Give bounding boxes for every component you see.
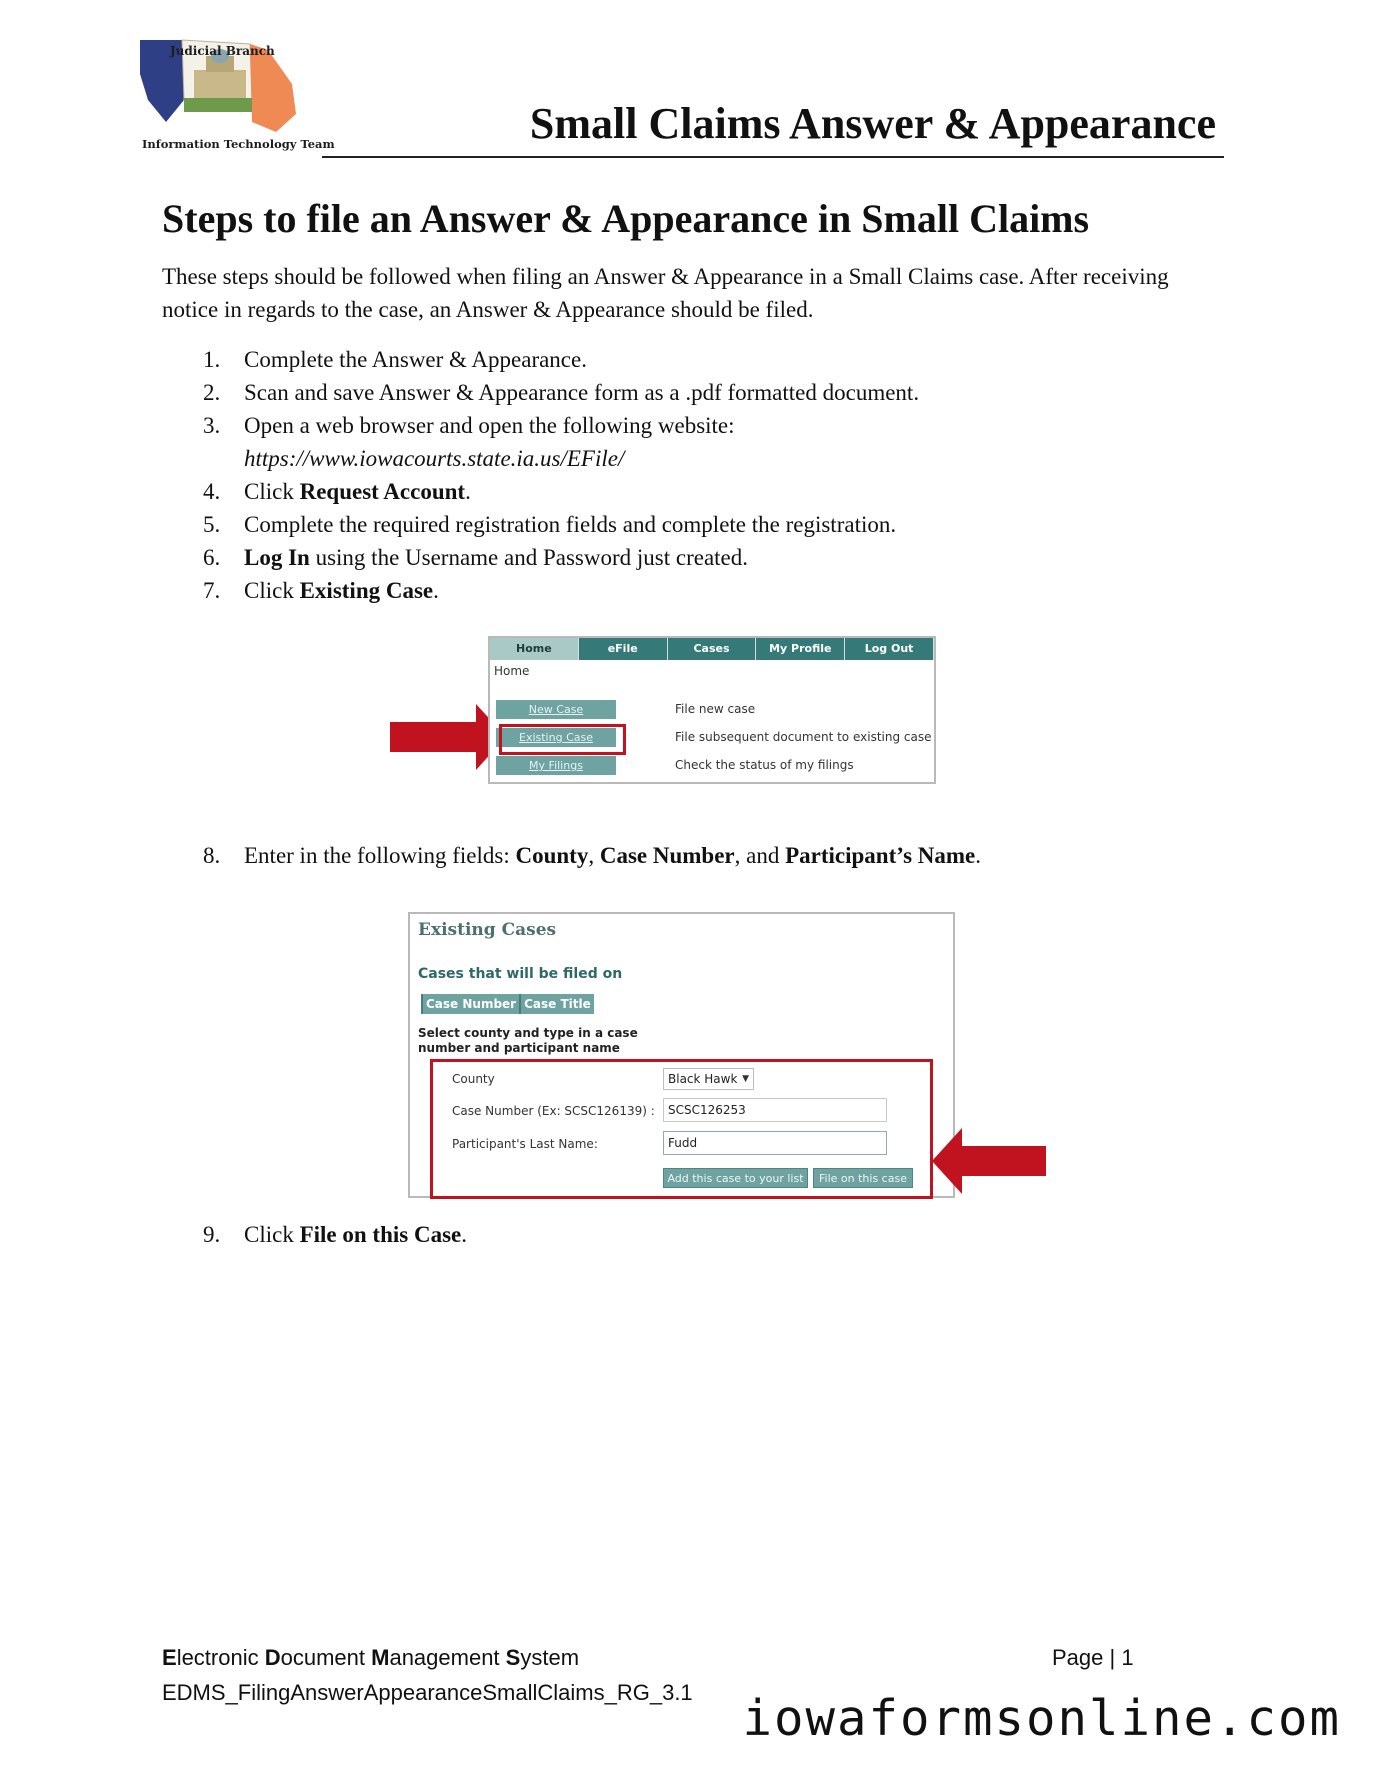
step-text xyxy=(244,1222,467,1248)
column-case-number: Case Number xyxy=(421,994,519,1014)
step-text-pre: Enter in the following fields: xyxy=(244,843,516,868)
step-text-post: . xyxy=(461,1222,467,1247)
case-number-label: Case Number (Ex: SCSC126139) : xyxy=(452,1104,655,1118)
efile-home-screenshot xyxy=(488,636,936,784)
menu-row-new-case xyxy=(496,700,936,719)
step-text-sep: , and xyxy=(734,843,786,868)
step-text xyxy=(244,843,981,869)
step-number: 3. xyxy=(203,413,221,438)
menu-row-my-filings xyxy=(496,756,936,775)
step-number: 9. xyxy=(203,1222,221,1247)
chevron-down-icon: ▼ xyxy=(742,1074,749,1084)
case-number-input[interactable]: SCSC126253 xyxy=(663,1098,887,1122)
step-text xyxy=(244,545,748,571)
footer-system-name xyxy=(162,1640,693,1675)
add-case-to-list-button[interactable]: Add this case to your list xyxy=(663,1168,808,1188)
step-text-pre: Click xyxy=(244,479,300,504)
footer-doc-id: EDMS_FilingAnswerAppearanceSmallClaims_RG_3.1 xyxy=(162,1680,693,1705)
page-number: Page | 1 xyxy=(1052,1645,1134,1670)
step-text xyxy=(244,479,471,505)
step-text-bold: Log In xyxy=(244,545,310,570)
footer-word: lectronic xyxy=(176,1645,265,1670)
step-text-bold: File on this Case xyxy=(299,1222,462,1247)
header-divider xyxy=(322,156,1224,158)
step-text-bold: Existing Case xyxy=(299,578,434,603)
step-number: 6. xyxy=(203,545,221,570)
header-title: Small Claims Answer & Appearance xyxy=(529,99,1216,148)
participant-name-label: Participant's Last Name: xyxy=(452,1137,598,1151)
step-text-pre: Click xyxy=(244,1222,300,1247)
my-filings-button[interactable]: My Filings xyxy=(496,756,616,775)
step-text-sep: , xyxy=(588,843,600,868)
existing-case-button[interactable]: Existing Case xyxy=(496,728,616,747)
step-text-post: . xyxy=(433,578,439,603)
footer-initial: S xyxy=(505,1645,521,1670)
step-text-post: . xyxy=(465,479,471,504)
efile-nav-bar xyxy=(490,638,934,660)
logo-top-text: Judicial Branch xyxy=(170,44,275,58)
step-text-pre: Click xyxy=(244,578,300,603)
fields-highlight xyxy=(430,1059,933,1199)
column-case-title: Case Title xyxy=(519,994,594,1014)
tab-efile[interactable]: eFile xyxy=(579,638,668,660)
file-on-this-case-button[interactable]: File on this case xyxy=(813,1168,913,1188)
county-select-value: Black Hawk xyxy=(668,1072,738,1086)
pointer-arrow-icon xyxy=(932,1128,1046,1194)
step-text-bold: Request Account xyxy=(299,479,466,504)
step-text: Scan and save Answer & Appearance form as a .pdf formatted document. xyxy=(244,380,920,405)
step-text: Complete the Answer & Appearance. xyxy=(244,347,587,372)
step-number: 7. xyxy=(203,578,221,603)
step-number: 5. xyxy=(203,512,221,537)
step-number: 4. xyxy=(203,479,221,504)
tab-cases[interactable]: Cases xyxy=(668,638,757,660)
judicial-branch-logo xyxy=(140,40,335,158)
footer-initial: D xyxy=(264,1645,281,1670)
step-number: 2. xyxy=(203,380,221,405)
tab-log-out[interactable]: Log Out xyxy=(845,638,934,660)
step-text-post: using the Username and Password just created. xyxy=(309,545,749,570)
step-text-bold: County xyxy=(515,843,589,868)
intro-paragraph: These steps should be followed when filing an Answer & Appearance in a Small Claims case. After receiving notice in regards to the case, an Answer & Appearance should be filed. xyxy=(162,264,1169,322)
county-label: County xyxy=(452,1072,495,1086)
step-number: 8. xyxy=(203,843,221,868)
step-text: Complete the required registration fields and complete the registration. xyxy=(244,512,897,537)
tab-my-profile[interactable]: My Profile xyxy=(756,638,845,660)
footer-word: ocument xyxy=(280,1645,372,1670)
step-text-bold: Case Number xyxy=(599,843,735,868)
step-text: Open a web browser and open the following website: xyxy=(244,413,735,438)
menu-description: Check the status of my filings xyxy=(675,758,854,772)
footer-word: anagement xyxy=(389,1645,506,1670)
footer-initial: M xyxy=(371,1645,390,1670)
existing-cases-subtitle: Cases that will be filed on xyxy=(418,966,623,982)
footer-left xyxy=(162,1640,693,1710)
section-title: Steps to file an Answer & Appearance in Small Claims xyxy=(162,196,1090,241)
participant-name-input[interactable]: Fudd xyxy=(663,1131,887,1155)
existing-cases-screenshot xyxy=(408,912,955,1198)
footer-initial: E xyxy=(162,1645,177,1670)
step-text-post: . xyxy=(975,843,981,868)
existing-cases-title: Existing Cases xyxy=(418,920,557,940)
breadcrumb: Home xyxy=(494,664,530,678)
form-instructions: Select county and type in a case number and participant name xyxy=(418,1026,638,1055)
cases-table-header xyxy=(421,994,594,1014)
menu-description: File subsequent document to existing case xyxy=(675,730,932,744)
tab-home[interactable]: Home xyxy=(490,638,579,660)
watermark: iowaformsonline.com xyxy=(742,1690,1341,1747)
new-case-button[interactable]: New Case xyxy=(496,700,616,719)
existing-case-highlight xyxy=(499,724,626,755)
logo-bottom-text: Information Technology Team xyxy=(142,137,335,151)
step-text xyxy=(244,578,439,604)
step-text-bold: Participant’s Name xyxy=(785,843,976,868)
efile-url-link[interactable]: https://www.iowacourts.state.ia.us/EFile/ xyxy=(244,446,625,471)
footer-word: ystem xyxy=(520,1645,580,1670)
menu-description: File new case xyxy=(675,702,756,716)
step-number: 1. xyxy=(203,347,221,372)
